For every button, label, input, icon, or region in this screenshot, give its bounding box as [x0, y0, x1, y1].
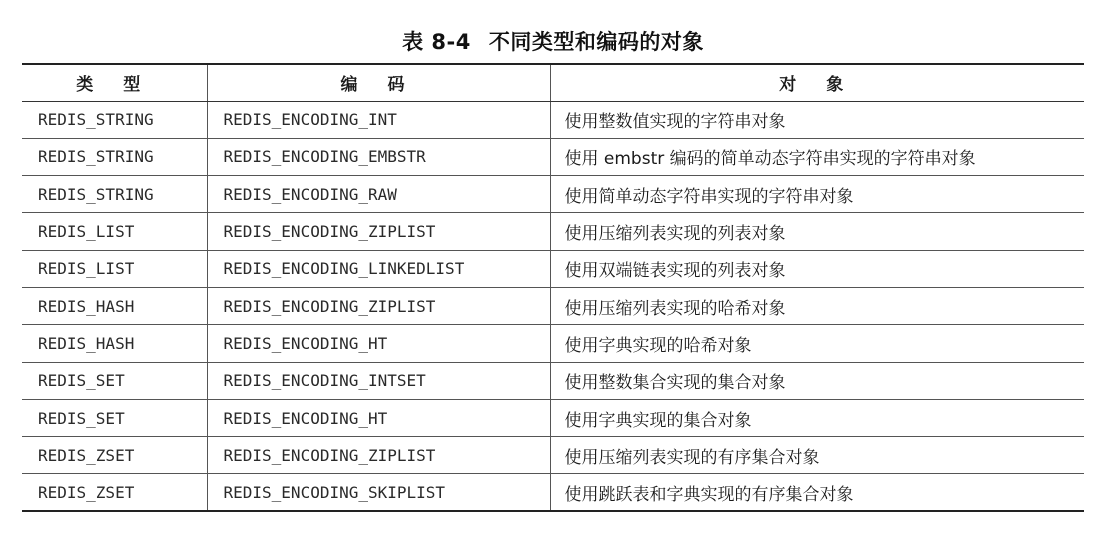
table-body: [22, 101, 1084, 511]
table-row: [22, 287, 1084, 324]
table-row: [22, 325, 1084, 362]
table-title: 不同类型和编码的对象: [488, 30, 704, 54]
table-row: [22, 474, 1084, 511]
table-header: [22, 64, 1084, 101]
header-type: 类 型: [22, 64, 207, 101]
table-caption: [0, 26, 1106, 56]
cell-object: 使用双端链表实现的列表对象: [550, 250, 1084, 287]
table-row: [22, 176, 1084, 213]
table-row: [22, 101, 1084, 138]
cell-type: REDIS_ZSET: [22, 437, 207, 474]
cell-encoding: REDIS_ENCODING_ZIPLIST: [207, 437, 550, 474]
cell-encoding: REDIS_ENCODING_INT: [207, 101, 550, 138]
cell-encoding: REDIS_ENCODING_RAW: [207, 176, 550, 213]
header-row: [22, 64, 1084, 101]
cell-encoding: REDIS_ENCODING_ZIPLIST: [207, 287, 550, 324]
cell-object: 使用 embstr 编码的简单动态字符串实现的字符串对象: [550, 138, 1084, 175]
cell-type: REDIS_HASH: [22, 325, 207, 362]
cell-encoding: REDIS_ENCODING_HT: [207, 399, 550, 436]
cell-encoding: REDIS_ENCODING_SKIPLIST: [207, 474, 550, 511]
header-encoding: 编 码: [207, 64, 550, 101]
cell-type: REDIS_ZSET: [22, 474, 207, 511]
table-row: [22, 250, 1084, 287]
cell-encoding: REDIS_ENCODING_INTSET: [207, 362, 550, 399]
cell-type: REDIS_HASH: [22, 287, 207, 324]
cell-object: 使用整数集合实现的集合对象: [550, 362, 1084, 399]
cell-type: REDIS_LIST: [22, 213, 207, 250]
cell-type: REDIS_STRING: [22, 138, 207, 175]
header-object: 对 象: [550, 64, 1084, 101]
table-row: [22, 362, 1084, 399]
table-row: [22, 399, 1084, 436]
cell-type: REDIS_SET: [22, 399, 207, 436]
cell-object: 使用压缩列表实现的哈希对象: [550, 287, 1084, 324]
cell-encoding: REDIS_ENCODING_HT: [207, 325, 550, 362]
cell-object: 使用整数值实现的字符串对象: [550, 101, 1084, 138]
table-row: [22, 437, 1084, 474]
cell-object: 使用跳跃表和字典实现的有序集合对象: [550, 474, 1084, 511]
cell-type: REDIS_STRING: [22, 101, 207, 138]
cell-type: REDIS_SET: [22, 362, 207, 399]
cell-type: REDIS_LIST: [22, 250, 207, 287]
cell-object: 使用简单动态字符串实现的字符串对象: [550, 176, 1084, 213]
cell-encoding: REDIS_ENCODING_LINKEDLIST: [207, 250, 550, 287]
table-row: [22, 213, 1084, 250]
table-number: 表 8-4: [402, 30, 471, 54]
cell-object: 使用字典实现的集合对象: [550, 399, 1084, 436]
encoding-table: [22, 63, 1084, 512]
cell-encoding: REDIS_ENCODING_ZIPLIST: [207, 213, 550, 250]
cell-object: 使用压缩列表实现的有序集合对象: [550, 437, 1084, 474]
cell-type: REDIS_STRING: [22, 176, 207, 213]
cell-object: 使用字典实现的哈希对象: [550, 325, 1084, 362]
cell-object: 使用压缩列表实现的列表对象: [550, 213, 1084, 250]
cell-encoding: REDIS_ENCODING_EMBSTR: [207, 138, 550, 175]
table-row: [22, 138, 1084, 175]
